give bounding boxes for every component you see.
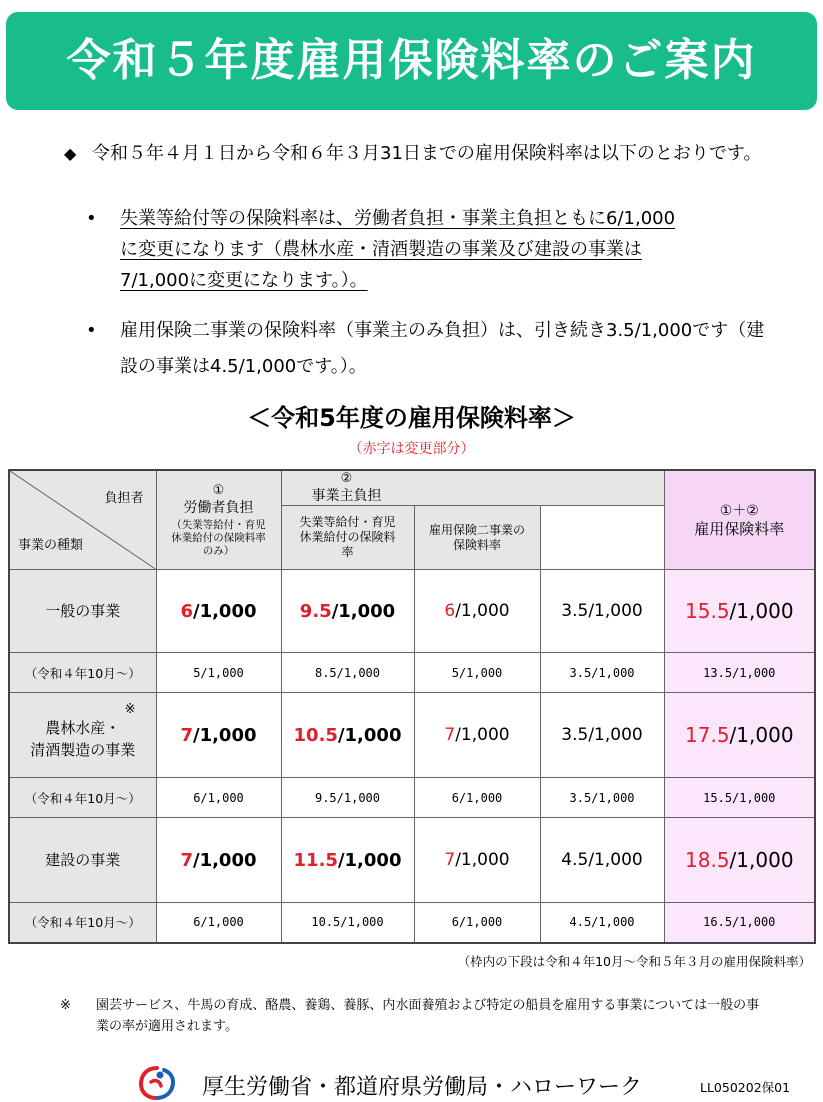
header-business-type: 事業の種類 bbox=[18, 538, 84, 553]
prev-employer: 8.5/1,000 bbox=[281, 653, 414, 693]
row-label-agriculture bbox=[9, 693, 156, 778]
row-label-line1: 農林水産・ bbox=[45, 719, 121, 737]
header-worker-number: ① bbox=[212, 482, 225, 498]
cell-rest-part: /1,000 bbox=[729, 723, 794, 747]
cell-red-part: 6 bbox=[444, 601, 456, 621]
cell-worker bbox=[156, 693, 281, 778]
cell-employer-a bbox=[414, 570, 540, 653]
title-banner bbox=[6, 12, 817, 110]
cell-rest-part: /1,000 bbox=[455, 850, 510, 870]
prev-employer-a: 6/1,000 bbox=[414, 778, 540, 818]
cell-rest-part: /1,000 bbox=[455, 601, 510, 621]
prev-label: （令和４年10月～） bbox=[9, 778, 156, 818]
bullet-dot-icon: • bbox=[86, 320, 97, 341]
prev-worker: 6/1,000 bbox=[156, 903, 281, 943]
cell-employer-b: 4.5/1,000 bbox=[540, 818, 664, 903]
cell-red-part: 10.5 bbox=[293, 724, 338, 746]
cell-total bbox=[664, 818, 815, 903]
prev-employer-a: 5/1,000 bbox=[414, 653, 540, 693]
document-code: LL050202保01 bbox=[700, 1080, 791, 1095]
cell-rest-part: /1,000 bbox=[337, 849, 402, 871]
cell-red-part: 17.5 bbox=[685, 723, 730, 747]
table-subtitle: （赤字は変更部分） bbox=[348, 441, 475, 457]
cell-employer-b: 3.5/1,000 bbox=[540, 693, 664, 778]
cell-red-part: 7 bbox=[180, 724, 193, 746]
bullet-item-two-projects bbox=[86, 313, 766, 385]
rate-table bbox=[8, 469, 816, 944]
cell-red-part: 9.5 bbox=[299, 600, 332, 622]
footer-organization: 厚生労働省・都道府県労働局・ハローワーク bbox=[202, 1075, 643, 1100]
cell-employer bbox=[281, 818, 414, 903]
cell-rest-part: /1,000 bbox=[337, 724, 402, 746]
cell-rest-part: /1,000 bbox=[729, 848, 794, 872]
cell-rest-part: /1,000 bbox=[729, 599, 794, 623]
footnote-mark: ※ bbox=[60, 998, 71, 1013]
prev-employer-a: 6/1,000 bbox=[414, 903, 540, 943]
row-label-construction: 建設の事業 bbox=[9, 818, 156, 903]
header-employer-sub-a bbox=[281, 506, 414, 570]
cell-red-part: 7 bbox=[444, 850, 456, 870]
table-footnote: （枠内の下段は令和４年10月～令和５年３月の雇用保険料率） bbox=[457, 954, 811, 969]
table-title: ＜令和5年度の雇用保険料率＞ bbox=[247, 404, 576, 432]
header-burden: 負担者 bbox=[104, 491, 144, 506]
note-mark: ※ bbox=[124, 702, 136, 717]
header-worker-label: 労働者負担 bbox=[183, 499, 254, 516]
prev-employer: 10.5/1,000 bbox=[281, 903, 414, 943]
cell-employer bbox=[281, 570, 414, 653]
cell-rest-part: /1,000 bbox=[331, 600, 396, 622]
row-label-line2: 清酒製造の事業 bbox=[30, 741, 136, 759]
prev-total: 13.5/1,000 bbox=[664, 653, 815, 693]
header-employer-label: 事業主負担 bbox=[311, 488, 382, 504]
page-title: 令和５年度雇用保険料率のご案内 bbox=[66, 35, 757, 86]
prev-label: （令和４年10月～） bbox=[9, 903, 156, 943]
header-total-label: 雇用保険料率 bbox=[694, 520, 785, 538]
cell-red-part: 15.5 bbox=[685, 599, 730, 623]
diamond-bullet-icon: ◆ bbox=[64, 144, 77, 163]
cell-total bbox=[664, 693, 815, 778]
cell-rest-part: /1,000 bbox=[193, 724, 257, 746]
header-employer-sub-a-label: 失業等給付・育児休業給付の保険料率 bbox=[299, 515, 396, 559]
cell-red-part: 18.5 bbox=[685, 848, 730, 872]
cell-employer bbox=[281, 693, 414, 778]
header-employer-number: ② bbox=[340, 471, 353, 486]
cell-red-part: 11.5 bbox=[293, 849, 338, 871]
bullet-text: 失業等給付等の保険料率は、労働者負担・事業主負担ともに6/1,000に変更になります（農林水産・清酒製造の事業及び建設の事業は7/1,000に変更になります。）。 bbox=[120, 208, 676, 291]
cell-total bbox=[664, 570, 815, 653]
header-worker bbox=[156, 470, 281, 570]
bullet-item-insurance-rate bbox=[86, 203, 686, 296]
prev-label: （令和４年10月～） bbox=[9, 653, 156, 693]
cell-rest-part: /1,000 bbox=[193, 849, 257, 871]
footnote-text: 園芸サービス、牛馬の育成、酪農、養鶏、養豚、内水面養殖および特定の船員を雇用する事業については一般の事業の率が適用されます。 bbox=[96, 998, 760, 1034]
row-label-general: 一般の事業 bbox=[9, 570, 156, 653]
prev-employer-b: 3.5/1,000 bbox=[540, 778, 664, 818]
prev-employer: 9.5/1,000 bbox=[281, 778, 414, 818]
cell-rest-part: /1,000 bbox=[455, 725, 510, 745]
diagonal-line bbox=[10, 471, 156, 569]
header-diagonal-cell bbox=[9, 470, 156, 570]
prev-worker: 6/1,000 bbox=[156, 778, 281, 818]
header-total-number: ①＋② bbox=[719, 503, 759, 519]
bullet-dot-icon: • bbox=[86, 208, 97, 229]
footnote bbox=[60, 995, 760, 1037]
prev-worker: 5/1,000 bbox=[156, 653, 281, 693]
header-total bbox=[664, 470, 815, 570]
header-employer-sub-b-label: 雇用保険二事業の保険料率 bbox=[428, 522, 525, 552]
cell-red-part: 6 bbox=[180, 600, 193, 622]
intro-text: 令和５年４月１日から令和６年３月31日までの雇用保険料率は以下のとおりです。 bbox=[92, 143, 762, 164]
ministry-logo-icon bbox=[138, 1064, 176, 1100]
header-employer-sub-b bbox=[414, 506, 540, 570]
cell-red-part: 7 bbox=[180, 849, 193, 871]
header-worker-note: （失業等給付・育児休業給付の保険料率のみ） bbox=[171, 518, 266, 557]
prev-employer-b: 4.5/1,000 bbox=[540, 903, 664, 943]
cell-worker bbox=[156, 818, 281, 903]
prev-total: 15.5/1,000 bbox=[664, 778, 815, 818]
cell-employer-a bbox=[414, 818, 540, 903]
prev-employer-b: 3.5/1,000 bbox=[540, 653, 664, 693]
bullet-text: 雇用保険二事業の保険料率（事業主のみ負担）は、引き続き3.5/1,000です（建設の事業は4.5/1,000です。）。 bbox=[120, 320, 765, 377]
cell-red-part: 7 bbox=[444, 725, 456, 745]
header-employer bbox=[281, 470, 664, 506]
intro-paragraph bbox=[64, 140, 784, 167]
prev-total: 16.5/1,000 bbox=[664, 903, 815, 943]
cell-rest-part: /1,000 bbox=[193, 600, 257, 622]
cell-worker bbox=[156, 570, 281, 653]
cell-employer-b: 3.5/1,000 bbox=[540, 570, 664, 653]
cell-employer-a bbox=[414, 693, 540, 778]
